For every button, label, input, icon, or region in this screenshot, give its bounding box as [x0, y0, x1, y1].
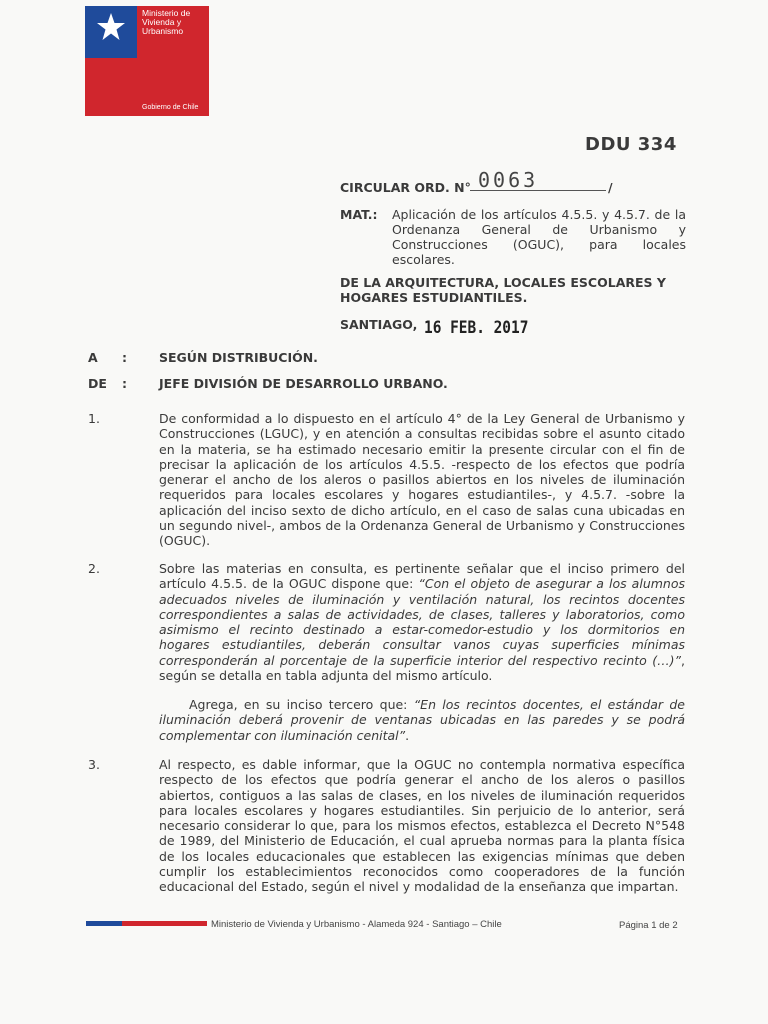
paragraph-1: De conformidad a lo dispuesto en el artículo 4° de la Ley General de Urbanismo y Construcciones (LGUC), y en atención a consultas recibidas sobre el asunto citado en la materia, se ha estimado necesario emitir la presente circular con el fin de precisar la aplicación de los artículos 4.5.5. -respecto de los efectos que podría generar el ancho de los aleros o pasillos abiertos en los niveles de iluminación requeridos para locales escolares y hogares estudiantiles-, y 4.5.7. -sobre la aplicación del inciso sexto de dicho artículo, en el caso de salas cuna ubicadas en un segundo nivel-, ambos de la Ordenanza General de Urbanismo y Construcciones (OGUC).	[159, 411, 685, 549]
circular-slash: /	[608, 180, 613, 195]
paragraph-2b-quote: “En los recintos docentes, el estándar de iluminación deberá provenir de ventanas ubicadas en las paredes y se podrá complementar con iluminación cenital”	[159, 697, 685, 743]
logo-ministry-name	[142, 9, 208, 36]
paragraph-number: 2.	[88, 561, 100, 576]
addressee-colon: :	[122, 350, 127, 365]
mat-label: MAT.:	[340, 207, 378, 222]
paragraph-2b-tail: .	[405, 727, 410, 743]
star-icon	[96, 12, 126, 42]
logo-line: Vivienda y	[142, 17, 182, 27]
paragraph-2b	[159, 697, 685, 743]
date-stamp: 16 FEB. 2017	[424, 318, 529, 338]
document-code: DDU 334	[585, 134, 677, 155]
logo-line: Urbanismo	[142, 26, 184, 36]
paragraph-2b-lead: Agrega, en su inciso tercero que:	[189, 697, 414, 712]
paragraph-number: 1.	[88, 411, 100, 426]
footer-bar-blue	[86, 921, 122, 926]
paragraph-2-quote: “Con el objeto de asegurar a los alumnos adecuados niveles de iluminación y ventilación natural, los recintos docentes correspondientes a salas de actividades, de clases, talleres y laboratorios, como asimismo el recinto destinado a estar-comedor-estudio y los dormitorios en hogares estudiantiles, deberán consultar vanos cuyas superficies mínimas corresponderán al porcentaje de la superficie interior del respectivo recinto (…)”	[159, 576, 685, 668]
paragraph-3: Al respecto, es dable informar, que la OGUC no contempla normativa específica respecto de los efectos que podría generar el ancho de los aleros o pasillos abiertos, contiguos a las salas de clases, en los niveles de iluminación requeridos para locales escolares y hogares estudiantiles. Sin perjuicio de lo anterior, será necesario considerar lo que, para los mismos efectos, establezca el Decreto N°548 de 1989, del Ministerio de Educación, el cual aprueba normas para la planta física de los locales educacionales que establecen las exigencias mínimas que deben cumplir los establecimientos reconocidos como cooperadores de la función educacional del Estado, según el nivel y modalidad de la enseñanza que impartan.	[159, 757, 685, 895]
footer-bar-red	[122, 921, 207, 926]
paragraph-2	[159, 561, 685, 683]
footer-address: Ministerio de Vivienda y Urbanismo - Alameda 924 - Santiago – Chile	[211, 919, 502, 930]
circular-underline	[470, 190, 606, 191]
mat-text: Aplicación de los artículos 4.5.5. y 4.5.7. de la Ordenanza General de Urbanismo y Construcciones (OGUC), para locales escolares.	[392, 207, 686, 267]
logo-gobierno: Gobierno de Chile	[142, 104, 199, 111]
page-number: Página 1 de 2	[619, 920, 678, 931]
paragraph-2-lead: Sobre las materias en consulta, es pertinente señalar que el inciso primero del artículo 4.5.5. de la OGUC dispone que:	[159, 561, 685, 592]
sender-colon: :	[122, 376, 127, 391]
logo-blue-square	[85, 6, 137, 58]
circular-number: 0063	[478, 168, 539, 192]
place-label: SANTIAGO,	[340, 317, 418, 332]
paragraph-number: 3.	[88, 757, 100, 772]
addressee-label: A	[88, 350, 98, 365]
paragraph-2-tail: , según se detalla en tabla adjunta del mismo artículo.	[159, 652, 685, 684]
ministry-logo	[85, 6, 209, 116]
sender-label: DE	[88, 376, 107, 391]
circular-label: CIRCULAR ORD. N°	[340, 180, 471, 195]
logo-red-lower	[85, 58, 137, 116]
sender-value: JEFE DIVISIÓN DE DESARROLLO URBANO.	[159, 376, 448, 391]
logo-line: Ministerio de	[142, 8, 191, 18]
addressee-value: SEGÚN DISTRIBUCIÓN.	[159, 350, 318, 365]
subject-heading: DE LA ARQUITECTURA, LOCALES ESCOLARES Y HOGARES ESTUDIANTILES.	[340, 275, 666, 305]
